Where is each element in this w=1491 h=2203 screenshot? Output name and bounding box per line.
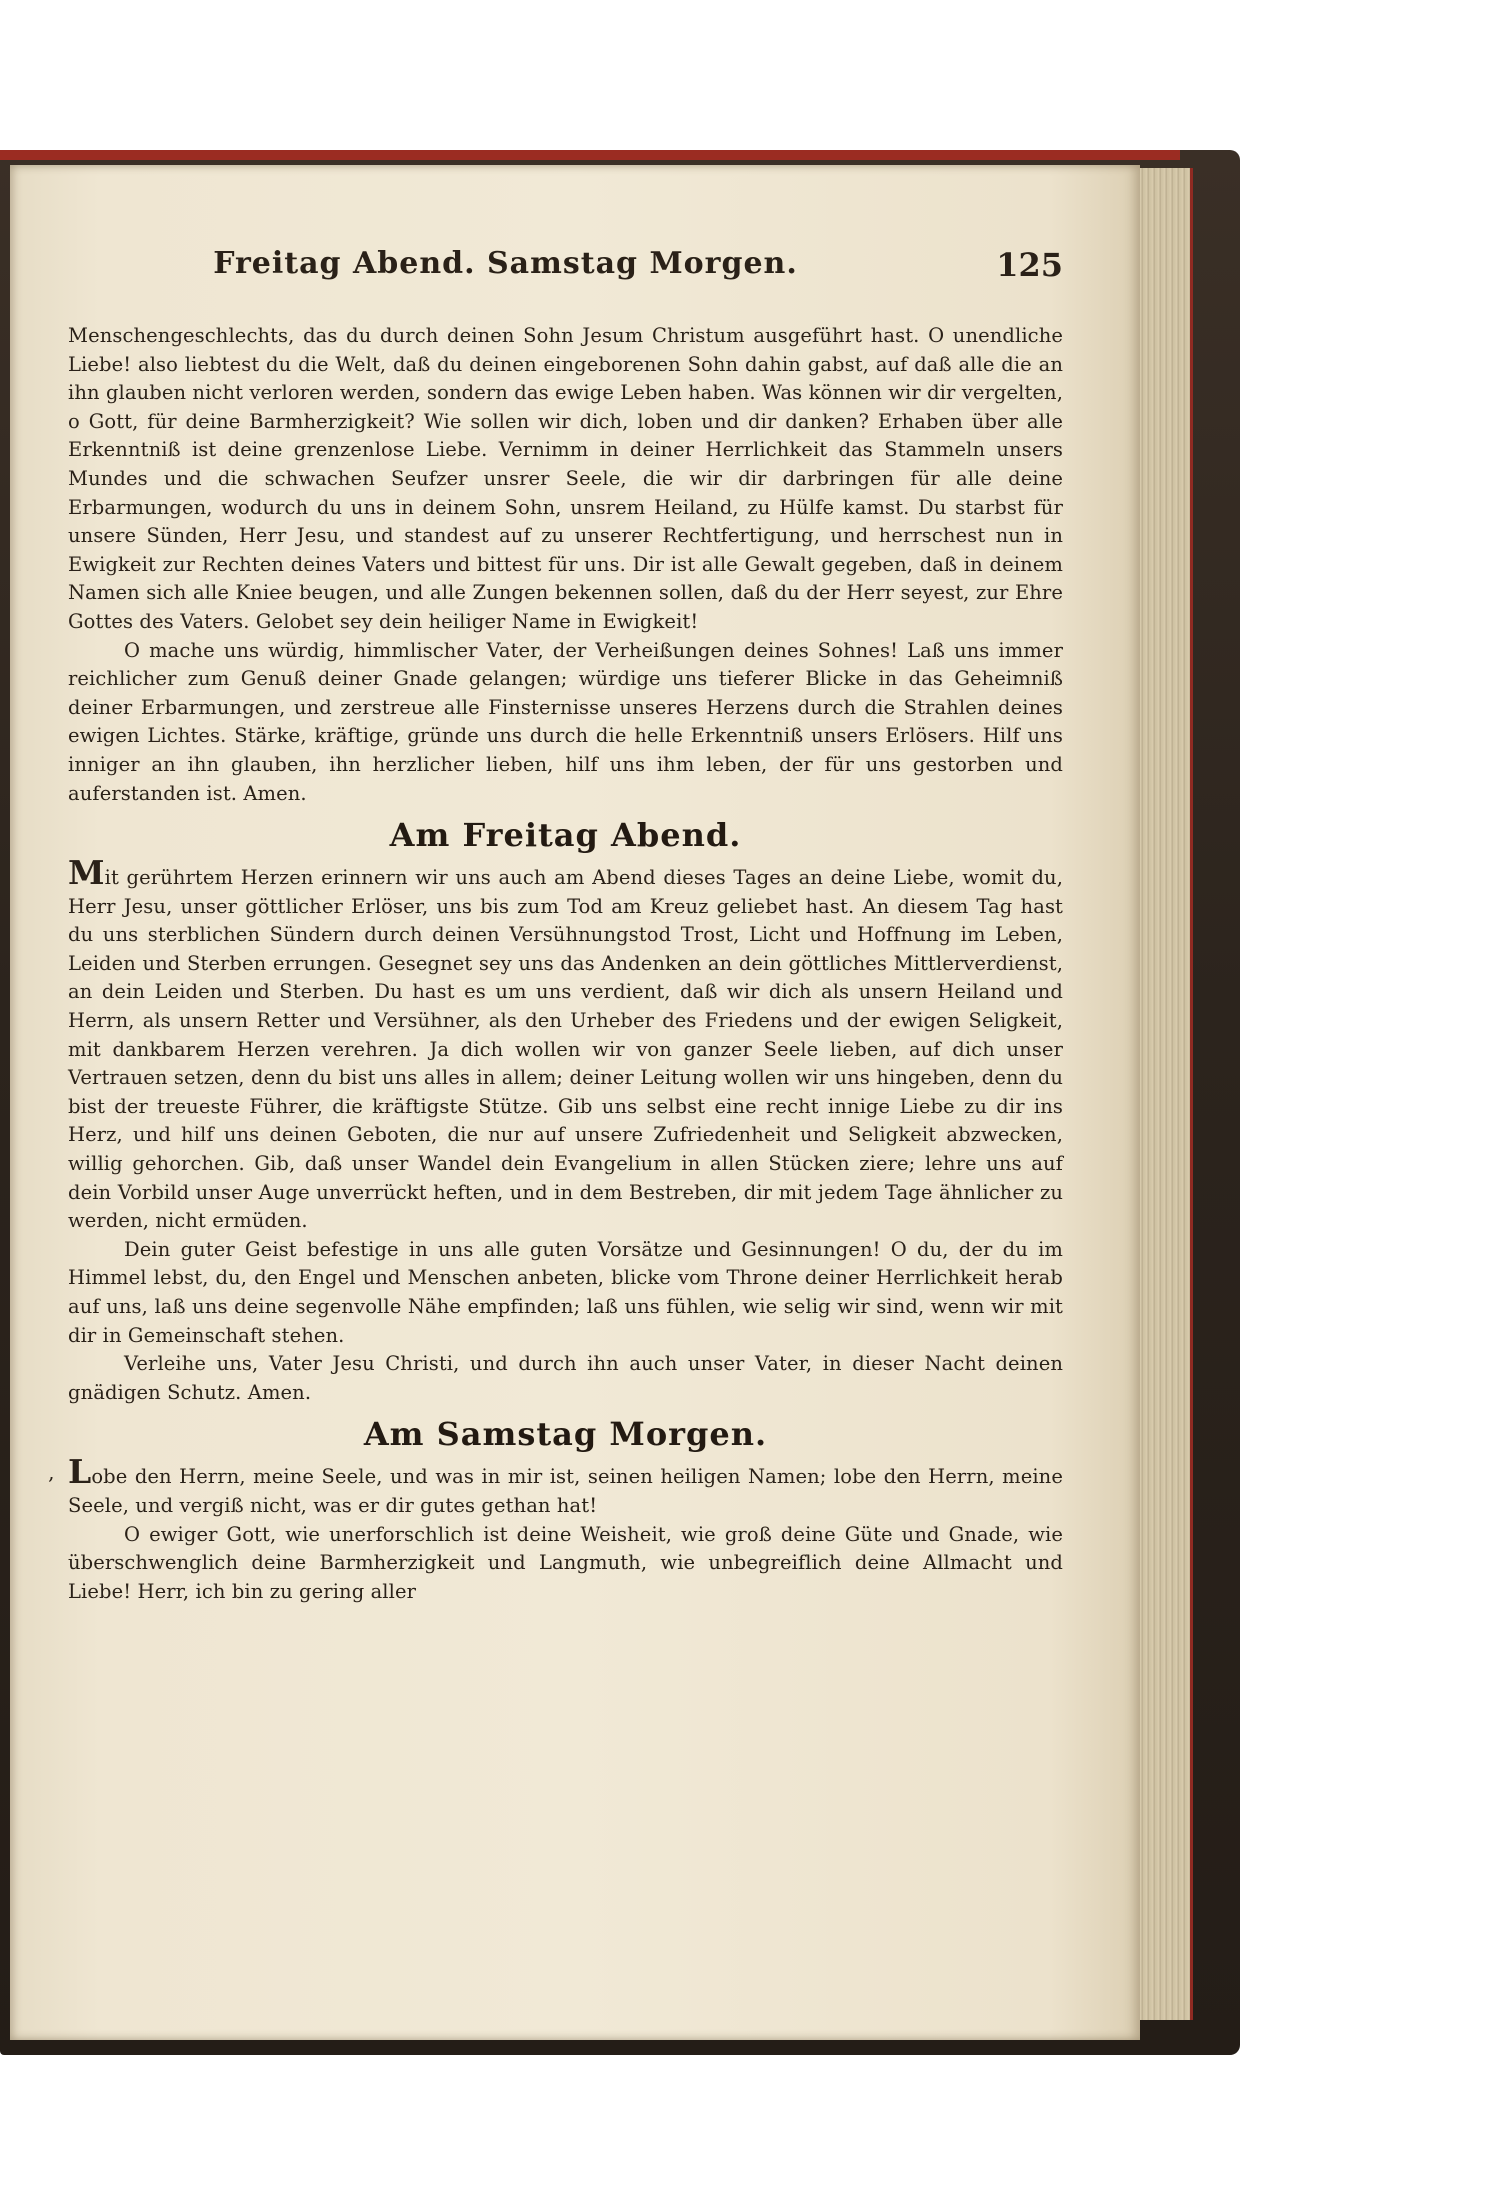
page-number: 125: [996, 246, 1063, 284]
paragraph: [68, 853, 1063, 1236]
margin-mark: ‚: [48, 1460, 55, 1484]
cover-red-edge: [0, 150, 1180, 160]
paragraph: [68, 1350, 1063, 1407]
paragraph: [68, 1521, 1063, 1607]
paragraph-text: O mache uns würdig, himmlischer Vater, der Verheißungen deines Sohnes! Laß uns immer reichlicher zum Genuß deiner Gnade gelangen; würdige uns tieferer Blicke in das Geheimniß deiner Erbarmungen, und zerstreue alle Finsternisse unseres Herzens durch die Strahlen deines ewigen Lichtes. Stärke, kräftige, gründe uns durch die helle Erkenntniß unsers Erlösers. Hilf uns inniger an ihn glauben, ihn herzlicher lieben, hilf uns ihm leben, der für uns gestorben und auferstanden ist. Amen.: [68, 638, 1063, 805]
paragraph-text: obe den Herrn, meine Seele, und was in mir ist, seinen heiligen Namen; lobe den Herrn, meine Seele, und vergiß nicht, was er dir gutes gethan hat!: [68, 1465, 1063, 1517]
paragraph-text: Menschengeschlechts, das du durch deinen Sohn Jesum Christum ausgeführt hast. O unendliche Liebe! also liebtest du die Welt, daß du deinen eingeborenen Sohn dahin gabst, auf daß alle die an ihn glauben nicht verloren werden, sondern das ewige Leben haben. Was können wir dir vergelten, o Gott, für deine Barmherzigkeit? Wie sollen wir dich, loben und dir danken? Erhaben über alle Erkenntniß ist deine grenzenlose Liebe. Vernimm in deiner Herrlichkeit das Stammeln unsers Mundes und die schwachen Seufzer unsrer Seele, die wir dir darbringen für alle deine Erbarmungen, wodurch du uns in deinem Sohn, unsrem Heiland, zu Hülfe kamst. Du starbst für unsere Sünden, Herr Jesu, und standest auf zu unserer Rechtfertigung, und herrschest nun in Ewigkeit zur Rechten deines Vaters und bittest für uns. Dir ist alle Gewalt gegeben, daß in deinem Namen sich alle Kniee beugen, und alle Zungen bekennen sollen, daß du der Herr seyest, zur Ehre Gottes des Vaters. Gelobet sey dein heiliger Name in Ewigkeit!: [68, 324, 1064, 633]
paragraph: [68, 637, 1063, 809]
body-text: [68, 322, 1063, 1606]
running-title: Freitag Abend. Samstag Morgen.: [213, 246, 798, 281]
paragraph: [68, 322, 1063, 637]
paragraph-text: Dein guter Geist befestige in uns alle guten Vorsätze und Gesinnungen! O du, der du im Himmel lebst, du, den Engel und Menschen anbeten, blicke vom Throne deiner Herrlichkeit herab auf uns, laß uns deine segenvolle Nähe empfinden; laß uns fühlen, wie selig wir sind, wenn wir mit dir in Gemeinschaft stehen.: [68, 1237, 1063, 1347]
section-heading: Am Freitag Abend.: [389, 816, 742, 855]
running-head: [68, 246, 1063, 294]
paragraph-text: it gerührtem Herzen erinnern wir uns auch am Abend dieses Tages an deine Liebe, womit du, Herr Jesu, unser göttlicher Erlöser, uns bis zum Tod am Kreuz geliebet hast. An diesem Tag hast du uns sterblichen Sündern durch deinen Versühnungstod Trost, Licht und Hoffnung im Leben, Leiden und Sterben errungen. Gesegnet sey uns das Andenken an dein göttliches Mittlerverdienst, an dein Leiden und Sterben. Du hast es um uns verdient, daß wir dich als unsern Heiland und Herrn, als unsern Retter und Versühner, als den Urheber des Friedens und der ewigen Seligkeit, mit dankbarem Herzen verehren. Ja dich wollen wir von ganzer Seele lieben, auf dich unser Vertrauen setzen, denn du bist uns alles in allem; deiner Leitung wollen wir uns hingeben, denn du bist der treueste Führer, die kräftigste Stütze. Gib uns selbst eine recht innige Liebe zu dir ins Herz, und hilf uns deinen Geboten, die nur auf unsere Zufriedenheit und Seligkeit abzwecken, willig gehorchen. Gib, daß unser Wandel dein Evangelium in allen Stücken ziere; lehre uns auf dein Vorbild unser Auge unverrückt heften, und in dem Bestreben, dir mit jedem Tage ähnlicher zu werden, nicht ermüden.: [68, 866, 1063, 1233]
section-heading: Am Samstag Morgen.: [363, 1415, 768, 1454]
paragraph: [68, 1236, 1063, 1350]
initial-letter: L: [68, 1452, 92, 1492]
paragraph-text: O ewiger Gott, wie unerforschlich ist deine Weisheit, wie groß deine Güte und Gnade, wie überschwenglich deine Barmherzigkeit und Langmuth, wie unbegreiflich deine Allmacht und Liebe! Herr, ich bin zu gering aller: [68, 1522, 1063, 1603]
paragraph-text: Verleihe uns, Vater Jesu Christi, und durch ihn auch unser Vater, in dieser Nacht deinen gnädigen Schutz. Amen.: [68, 1352, 1063, 1404]
paragraph: [68, 1452, 1063, 1520]
initial-letter: M: [68, 853, 105, 893]
